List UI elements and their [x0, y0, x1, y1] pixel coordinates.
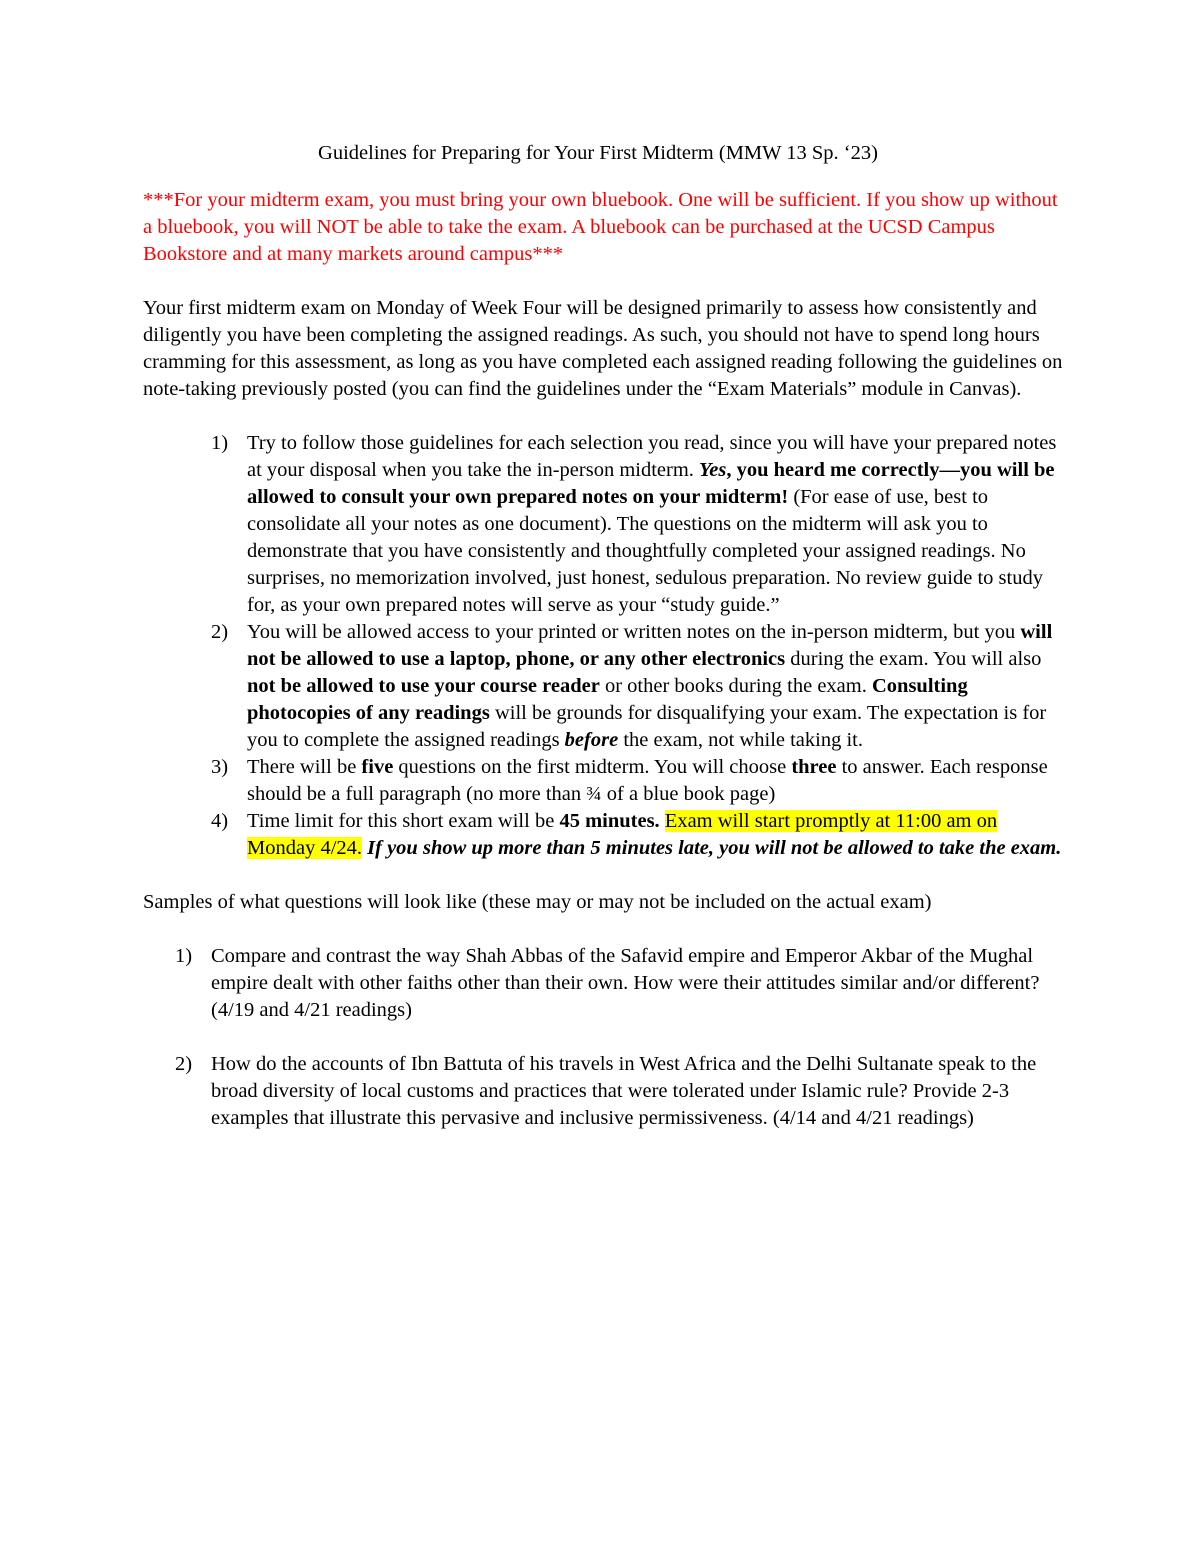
rule-text: Time limit for this short exam will be — [247, 810, 560, 832]
sample-number: 2) — [175, 1053, 193, 1075]
rule-text: or other books during the exam. — [599, 675, 872, 697]
rule-text: to answer. Each response should be a full paragraph (no more than ¾ of a blue book page) — [247, 756, 1048, 805]
rule-bold-text: will not be allowed to use a laptop, phone, or any other electronics — [247, 621, 1053, 670]
sample-text: Compare and contrast the way Shah Abbas of the Safavid empire and Emperor Akbar of the Mughal empire dealt with other faiths other than their own. How were their attitudes similar and/or different? (4/19 and 4/21 readings) — [211, 945, 1040, 1021]
rule-emphasis: before — [564, 729, 619, 751]
document-body — [143, 140, 1063, 1159]
rule-number: 4) — [211, 810, 229, 832]
rule-text: There will be — [247, 756, 362, 778]
rule-item-2 — [143, 619, 1063, 754]
rule-text: the exam, not while taking it. — [618, 729, 863, 751]
rule-number: 3) — [211, 756, 229, 778]
rule-item-4 — [143, 808, 1063, 862]
rule-bold-text: , you heard me correctly—you will be allowed to consult your own prepared notes on your midterm! — [247, 459, 1055, 508]
intro-paragraph: Your first midterm exam on Monday of Week Four will be designed primarily to assess how consistently and diligently you have been completing the assigned readings. As such, you should not have to spend long hours cramming for this assessment, as long as you have completed each assigned reading following the guidelines on note-taking previously posted (you can find the guidelines under the “Exam Materials” module in Canvas). — [143, 297, 1063, 400]
rule-text: questions on the first midterm. You will choose — [393, 756, 792, 778]
rule-number: 1) — [211, 432, 229, 454]
rule-item-1 — [143, 430, 1063, 619]
rule-text: (For ease of use, best to consolidate all your notes as one document). The questions on the midterm will ask you to demonstrate that you have consistently and thoughtfully completed your assigned readings. No surprises, no memorization involved, just honest, sedulous preparation. No review guide to study for, as your own prepared notes will serve as your “study guide.” — [247, 486, 1043, 616]
rule-bold-text: not be allowed to use your course reader — [247, 675, 600, 697]
rule-text: during the exam. You will also — [785, 648, 1042, 670]
rule-bold-text: Consulting photocopies of any readings — [247, 675, 968, 724]
bluebook-warning: ***For your midterm exam, you must bring your own bluebook. One will be sufficient. If you show up without a bluebook, you will NOT be able to take the exam. A bluebook can be purchased at the UCSD Campus Bookstore and at many markets around campus*** — [143, 189, 1058, 265]
sample-question-1 — [143, 943, 1063, 1024]
rule-item-3 — [143, 754, 1063, 808]
rule-text: will be grounds for disqualifying your exam. The expectation is for you to complete the assigned readings — [247, 702, 1047, 751]
rule-text: Try to follow those guidelines for each selection you read, since you will have your prepared notes at your disposal when you take the in-person midterm. — [247, 432, 1057, 481]
samples-intro: Samples of what questions will look like (these may or may not be included on the actual exam) — [143, 891, 932, 913]
rules-list — [143, 430, 1063, 862]
rule-bold-text: three — [791, 756, 837, 778]
samples-list — [143, 943, 1063, 1132]
rule-number: 2) — [211, 621, 229, 643]
rule-text: You will be allowed access to your printed or written notes on the in-person midterm, but you — [247, 621, 1021, 643]
sample-text: How do the accounts of Ibn Battuta of his travels in West Africa and the Delhi Sultanate speak to the broad diversity of local customs and practices that were tolerated under Islamic rule? Provide 2-3 examples that illustrate this pervasive and inclusive permissiveness. (4/14 and 4/21 readings) — [211, 1053, 1037, 1129]
rule-emphasis: Yes — [699, 459, 727, 481]
sample-number: 1) — [175, 945, 193, 967]
sample-question-2 — [143, 1051, 1063, 1132]
page-title: Guidelines for Preparing for Your First Midterm (MMW 13 Sp. ‘23) — [318, 142, 878, 164]
highlighted-start-time: Exam will start promptly at 11:00 am on Monday 4/24. — [247, 810, 998, 859]
rule-bold-text: five — [361, 756, 394, 778]
late-warning: If you show up more than 5 minutes late, you will not be allowed to take the exam. — [367, 837, 1062, 859]
rule-bold-text: 45 minutes. — [559, 810, 660, 832]
